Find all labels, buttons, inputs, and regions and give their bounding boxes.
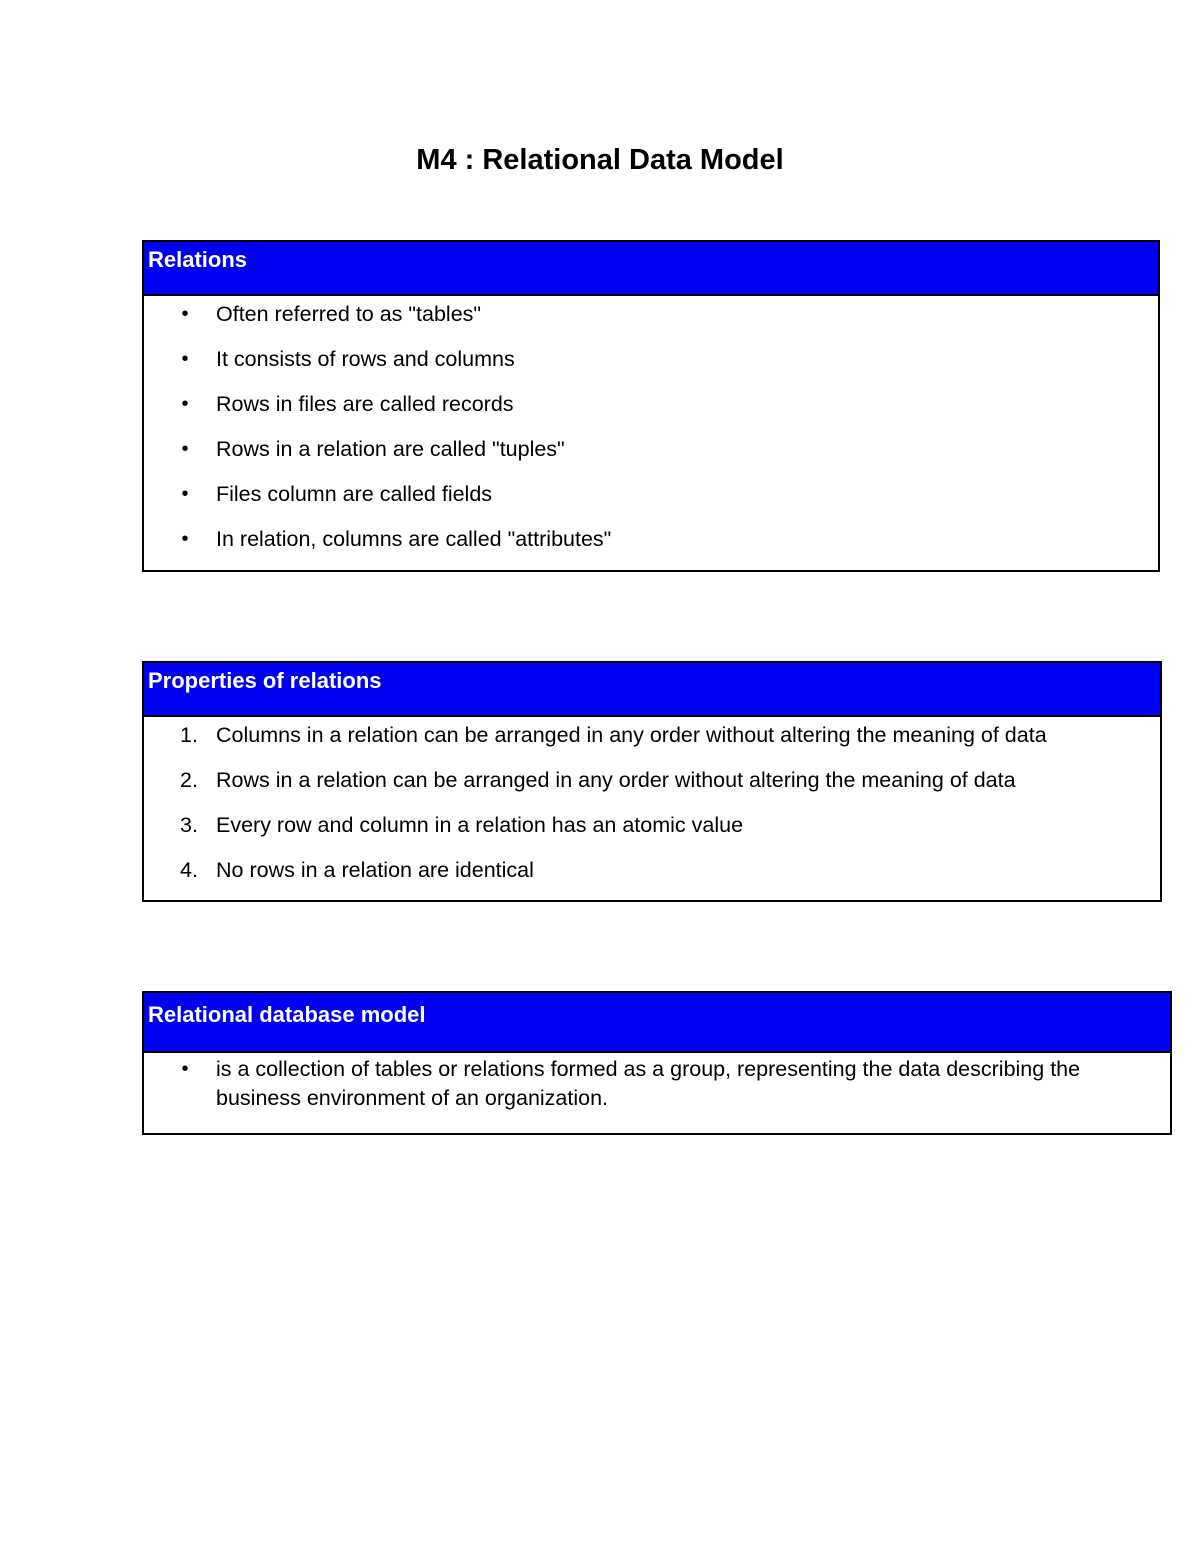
properties-header: Properties of relations xyxy=(144,663,1160,717)
list-item-text: Rows in a relation are called "tuples" xyxy=(216,437,565,461)
bullet-icon: • xyxy=(181,483,189,505)
list-number: 1. xyxy=(180,723,198,747)
list-item-text: Rows in files are called records xyxy=(216,392,514,416)
list-item xyxy=(144,856,1160,885)
list-number: 2. xyxy=(180,768,198,792)
bullet-icon: • xyxy=(181,1058,189,1080)
bullet-icon: • xyxy=(181,303,189,325)
model-box xyxy=(142,991,1172,1135)
list-item xyxy=(144,721,1160,750)
list-item-text: Every row and column in a relation has an atomic value xyxy=(216,813,744,837)
list-item xyxy=(144,390,1158,419)
bullet-icon: • xyxy=(181,528,189,550)
list-item xyxy=(144,525,1158,554)
list-item xyxy=(144,480,1158,509)
list-item xyxy=(144,1055,1170,1113)
bullet-icon: • xyxy=(181,438,189,460)
list-number: 3. xyxy=(180,813,198,837)
list-item-text: Rows in a relation can be arranged in any order without altering the meaning of data xyxy=(216,768,1016,792)
relations-header: Relations xyxy=(144,242,1158,296)
list-item-text: Files column are called fields xyxy=(216,482,493,506)
bullet-icon: • xyxy=(181,348,189,370)
list-item-text: Often referred to as "tables" xyxy=(216,302,482,326)
list-item xyxy=(144,300,1158,329)
properties-list xyxy=(144,721,1160,885)
model-header: Relational database model xyxy=(144,993,1170,1053)
model-list xyxy=(144,1055,1170,1113)
list-item-text: In relation, columns are called "attributes" xyxy=(216,527,612,551)
bullet-icon: • xyxy=(181,393,189,415)
list-item xyxy=(144,435,1158,464)
list-item-text: is a collection of tables or relations formed as a group, representing the data describing the business environment of an organization. xyxy=(216,1057,1081,1110)
model-body xyxy=(144,1053,1170,1113)
list-item xyxy=(144,766,1160,795)
page-title: M4 : Relational Data Model xyxy=(416,144,784,176)
relations-body xyxy=(144,296,1158,554)
properties-box xyxy=(142,661,1162,902)
relations-box xyxy=(142,240,1160,572)
relations-list xyxy=(144,300,1158,554)
list-number: 4. xyxy=(180,858,198,882)
list-item-text: No rows in a relation are identical xyxy=(216,858,534,882)
list-item xyxy=(144,811,1160,840)
list-item xyxy=(144,345,1158,374)
list-item-text: Columns in a relation can be arranged in any order without altering the meaning of data xyxy=(216,723,1047,747)
list-item-text: It consists of rows and columns xyxy=(216,347,515,371)
properties-body xyxy=(144,717,1160,885)
